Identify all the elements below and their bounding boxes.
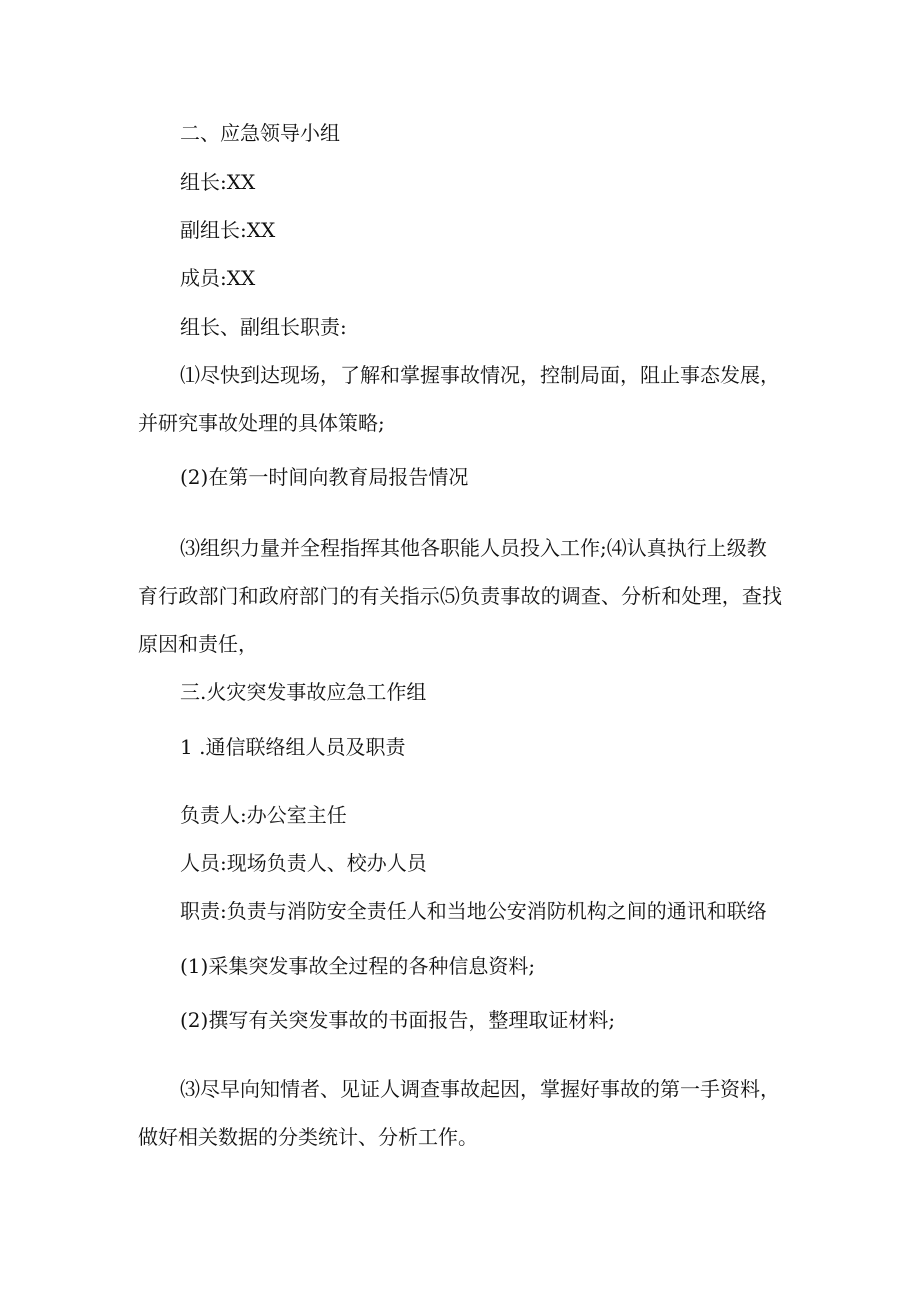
personnel: 人员:现场负责人、校办人员 xyxy=(180,851,427,875)
section-three-heading: 三.火灾突发事故应急工作组 xyxy=(180,680,427,704)
duty-1-line-1: ⑴尽快到达现场，了解和掌握事故情况，控制局面，阻止事态发展， xyxy=(180,363,780,387)
duty-3-line-1: ⑶组织力量并全程指挥其他各职能人员投入工作;⑷认真执行上级教 xyxy=(180,536,767,560)
responsible-person: 负责人:办公室主任 xyxy=(180,803,347,827)
duties-line: 职责:负责与消防安全责任人和当地公安消防机构之间的通讯和联络 xyxy=(180,899,767,923)
duty-2: (2)在第一时间向教育局报告情况 xyxy=(180,465,469,489)
leader-line: 组长:XX xyxy=(180,170,256,194)
task-1: (1)采集突发事故全过程的各种信息资料; xyxy=(180,954,536,978)
duty-3-line-3: 原因和责任， xyxy=(138,632,258,656)
task-3-line-1: ⑶尽早向知情者、见证人调查事故起因，掌握好事故的第一手资料， xyxy=(180,1077,780,1101)
section-two-heading: 二、应急领导小组 xyxy=(180,121,340,145)
task-2: (2)撰写有关突发事故的书面报告，整理取证材料; xyxy=(180,1008,616,1032)
task-3-line-2: 做好相关数据的分类统计、分析工作。 xyxy=(138,1125,478,1149)
deputy-leader-line: 副组长:XX xyxy=(180,218,276,242)
members-line: 成员:XX xyxy=(180,266,256,290)
duties-heading: 组长、副组长职责: xyxy=(180,315,347,339)
duty-1-line-2: 并研究事故处理的具体策略; xyxy=(138,411,385,435)
duty-3-line-2: 育行政部门和政府部门的有关指示⑸负责事故的调查、分析和处理，查找 xyxy=(138,584,782,608)
subsection-1-heading: 1 .通信联络组人员及职责 xyxy=(180,735,406,759)
